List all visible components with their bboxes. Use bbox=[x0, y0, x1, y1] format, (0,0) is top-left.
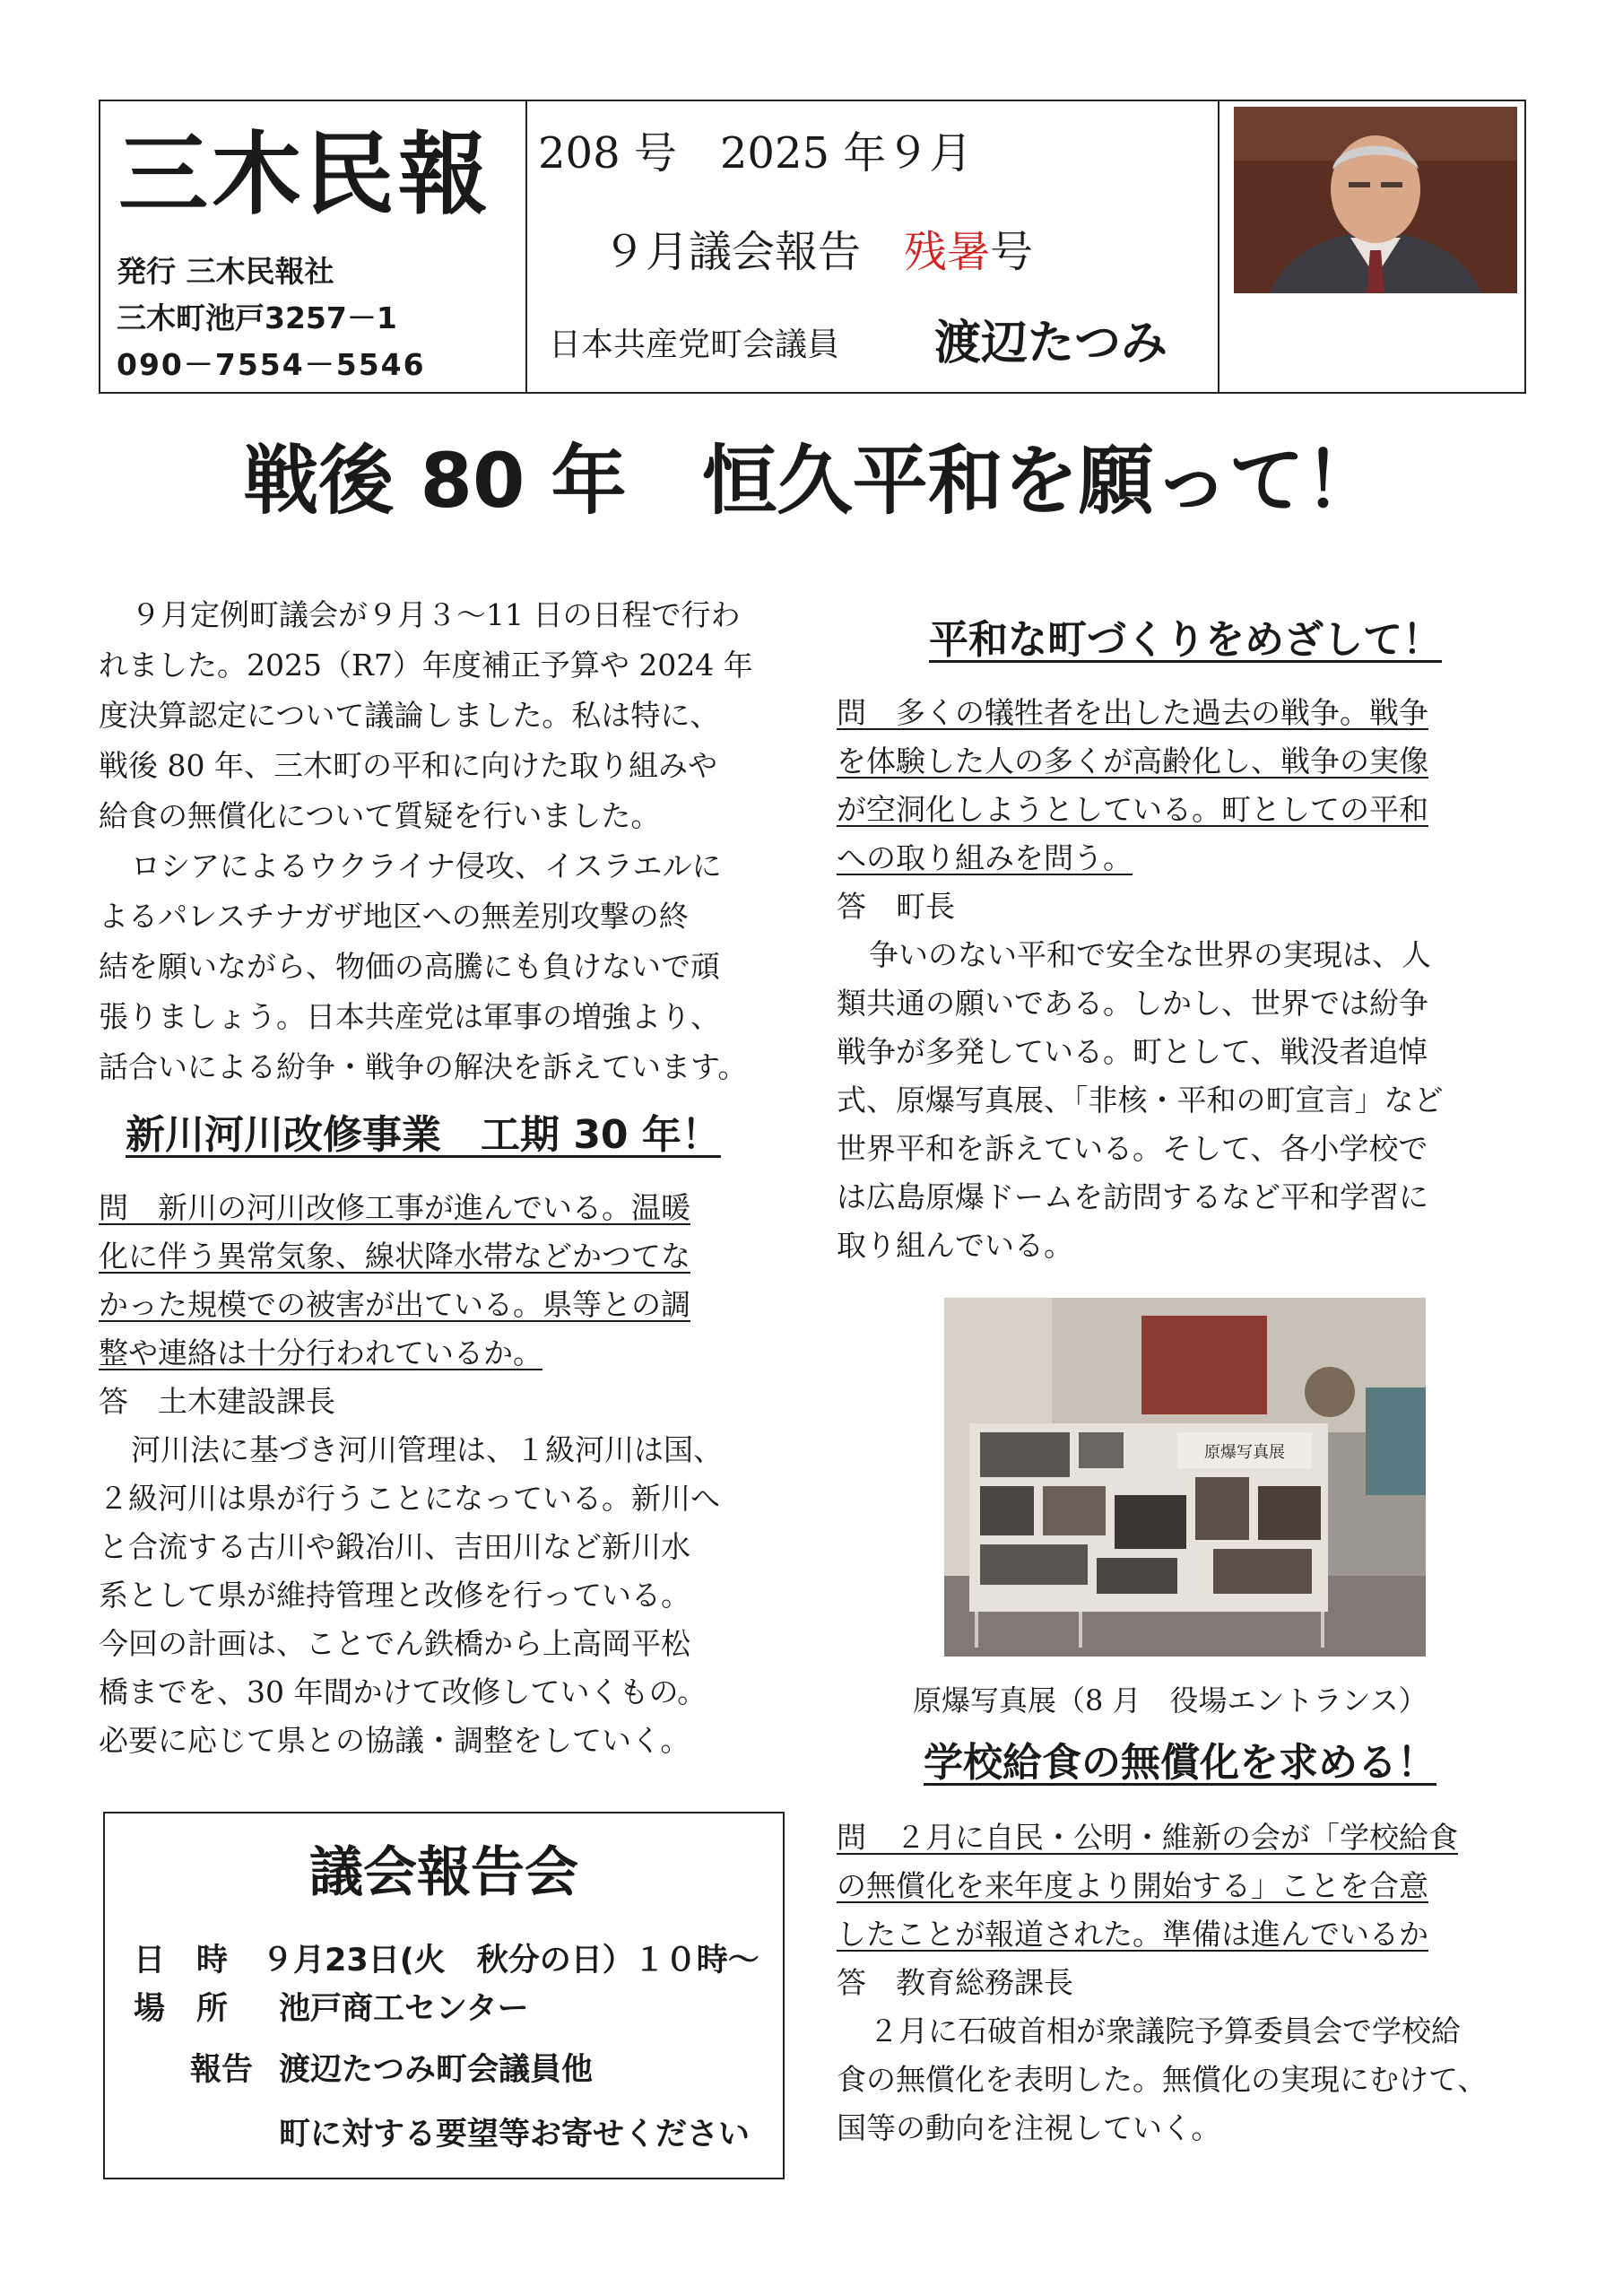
answer-line: ２月に石破首相が衆議院予算委員会で学校給 bbox=[869, 2013, 1461, 2048]
answer-line: 食の無償化を表明した。無償化の実現にむけて、 bbox=[837, 2062, 1488, 2097]
question-line: かった規模での被害が出ている。県等との調 bbox=[99, 1287, 690, 1322]
publisher-phone: 090－7554－5546 bbox=[117, 347, 426, 382]
intro-line: ロシアによるウクライナ侵攻、イスラエルに bbox=[131, 848, 722, 883]
meeting-date: ９月23日(火 秋分の日）１０時～ bbox=[262, 1943, 759, 1979]
answer-line: ２級河川は県が行うことになっている。新川へ bbox=[99, 1481, 720, 1516]
portrait-illustration bbox=[1234, 107, 1517, 293]
intro-line: 度決算認定について議論しました。私は特に、 bbox=[99, 698, 720, 733]
question-line: 問 多くの犠牲者を出した過去の戦争。戦争 bbox=[837, 695, 1428, 730]
peace-heading: 平和な町づくりをめざして！ bbox=[929, 617, 1442, 663]
issue-subtitle-highlight: 残暑 bbox=[904, 227, 991, 277]
answer-line: 取り組んでいる。 bbox=[837, 1228, 1073, 1263]
answer-line: 戦争が多発している。町として、戦没者追悼 bbox=[837, 1034, 1428, 1069]
answer-line: 必要に応じて県との協議・調整をしていく。 bbox=[99, 1723, 690, 1758]
author-affiliation: 日本共産党町会議員 bbox=[549, 326, 840, 363]
answerer: 答 教育総務課長 bbox=[837, 1965, 1073, 2000]
answer-line: 世界平和を訴えている。そして、各小学校で bbox=[837, 1131, 1428, 1166]
meeting-date-label: 日 時 bbox=[134, 1943, 229, 1979]
question-line: が空洞化しようとしている。町としての平和 bbox=[837, 792, 1428, 827]
meeting-title: 議会報告会 bbox=[309, 1841, 578, 1904]
intro-line: 結を願いながら、物価の高騰にも負けないで頑 bbox=[99, 949, 720, 984]
publisher-address: 三木町池戸3257－1 bbox=[117, 300, 397, 335]
question-line: への取り組みを問う。 bbox=[837, 840, 1133, 875]
meeting-reporter-label: 報告 bbox=[190, 2052, 254, 2088]
question-line: を体験した人の多くが高齢化し、戦争の実像 bbox=[837, 744, 1428, 778]
exhibition-illustration bbox=[944, 1298, 1426, 1657]
masthead-divider bbox=[525, 101, 527, 392]
meeting-place: 池戸商工センター bbox=[279, 1991, 529, 2027]
lunch-heading: 学校給食の無償化を求める！ bbox=[924, 1740, 1436, 1786]
intro-line: 戦後 80 年、三木町の平和に向けた取り組みや bbox=[99, 748, 717, 783]
intro-line: れました。2025（R7）年度補正予算や 2024 年 bbox=[99, 648, 753, 683]
answerer: 答 土木建設課長 bbox=[99, 1384, 335, 1419]
publisher: 発行 三木民報社 bbox=[117, 254, 334, 289]
answer-line: 類共通の願いである。しかし、世界では紛争 bbox=[837, 986, 1428, 1021]
meeting-request: 町に対する要望等お寄せください bbox=[279, 2117, 751, 2152]
lunch-article bbox=[837, 1813, 1487, 2152]
river-article bbox=[99, 1184, 723, 1765]
meeting-notice bbox=[103, 1812, 785, 2179]
question-line: の無償化を来年度より開始する」ことを合意 bbox=[837, 1868, 1428, 1903]
answer-line: 今回の計画は、ことでん鉄橋から上高岡平松 bbox=[99, 1626, 690, 1661]
answer-line: 河川法に基づき河川管理は、１級河川は国、 bbox=[131, 1432, 723, 1467]
exhibit-sign: 原爆写真展 bbox=[1204, 1443, 1285, 1462]
intro-line: ９月定例町議会が９月３～11 日の日程で行わ bbox=[131, 597, 741, 632]
intro-article bbox=[99, 590, 753, 1092]
masthead-divider bbox=[1218, 101, 1219, 392]
question-line: したことが報道された。準備は進んでいるか bbox=[837, 1917, 1428, 1952]
author-portrait bbox=[1234, 107, 1517, 293]
issue-number: 208 号 2025 年９月 bbox=[538, 128, 973, 178]
answer-line: 系として県が維持管理と改修を行っている。 bbox=[99, 1578, 690, 1613]
photo-caption: 原爆写真展（8 月 役場エントランス） bbox=[913, 1683, 1428, 1718]
answer-line: 式、原爆写真展、「非核・平和の町宣言」など bbox=[837, 1083, 1444, 1118]
answer-line: 橋までを、30 年間かけて改修していくもの。 bbox=[99, 1674, 707, 1709]
answer-line: 争いのない平和で安全な世界の実現は、人 bbox=[869, 937, 1431, 972]
main-headline: 戦後 80 年 恒久平和を願って！ bbox=[243, 437, 1380, 525]
meeting-reporter: 渡辺たつみ町会議員他 bbox=[279, 2052, 594, 2088]
answer-line: と合流する古川や鍛冶川、吉田川など新川水 bbox=[99, 1529, 690, 1564]
question-line: 化に伴う異常気象、線状降水帯などかつてな bbox=[99, 1239, 690, 1274]
question-line: 問 ２月に自民・公明・維新の会が「学校給食 bbox=[837, 1820, 1458, 1855]
masthead bbox=[99, 100, 1526, 394]
intro-line: 給食の無償化について質疑を行いました。 bbox=[99, 798, 661, 833]
question-line: 問 新川の河川改修工事が進んでいる。温暖 bbox=[99, 1190, 690, 1225]
meeting-place-label: 場 所 bbox=[134, 1991, 229, 2027]
intro-line: よるパレスチナガザ地区への無差別攻撃の終 bbox=[99, 899, 689, 934]
answerer: 答 町長 bbox=[837, 889, 955, 924]
exhibition-photo bbox=[944, 1298, 1426, 1657]
peace-article bbox=[837, 689, 1444, 1270]
author-name: 渡辺たつみ bbox=[934, 317, 1168, 370]
issue-subtitle: ９月議会報告 残暑号 bbox=[603, 227, 1034, 277]
answer-line: 国等の動向を注視していく。 bbox=[837, 2110, 1221, 2145]
newspaper-title: 三木民報 bbox=[118, 122, 491, 227]
answer-line: は広島原爆ドームを訪問するなど平和学習に bbox=[837, 1179, 1428, 1214]
intro-line: 張りましょう。日本共産党は軍事の増強より、 bbox=[99, 999, 720, 1034]
river-heading: 新川河川改修事業 工期 30 年！ bbox=[126, 1112, 721, 1158]
intro-line: 話合いによる紛争・戦争の解決を訴えています。 bbox=[99, 1049, 748, 1084]
question-line: 整や連絡は十分行われているか。 bbox=[99, 1335, 542, 1370]
